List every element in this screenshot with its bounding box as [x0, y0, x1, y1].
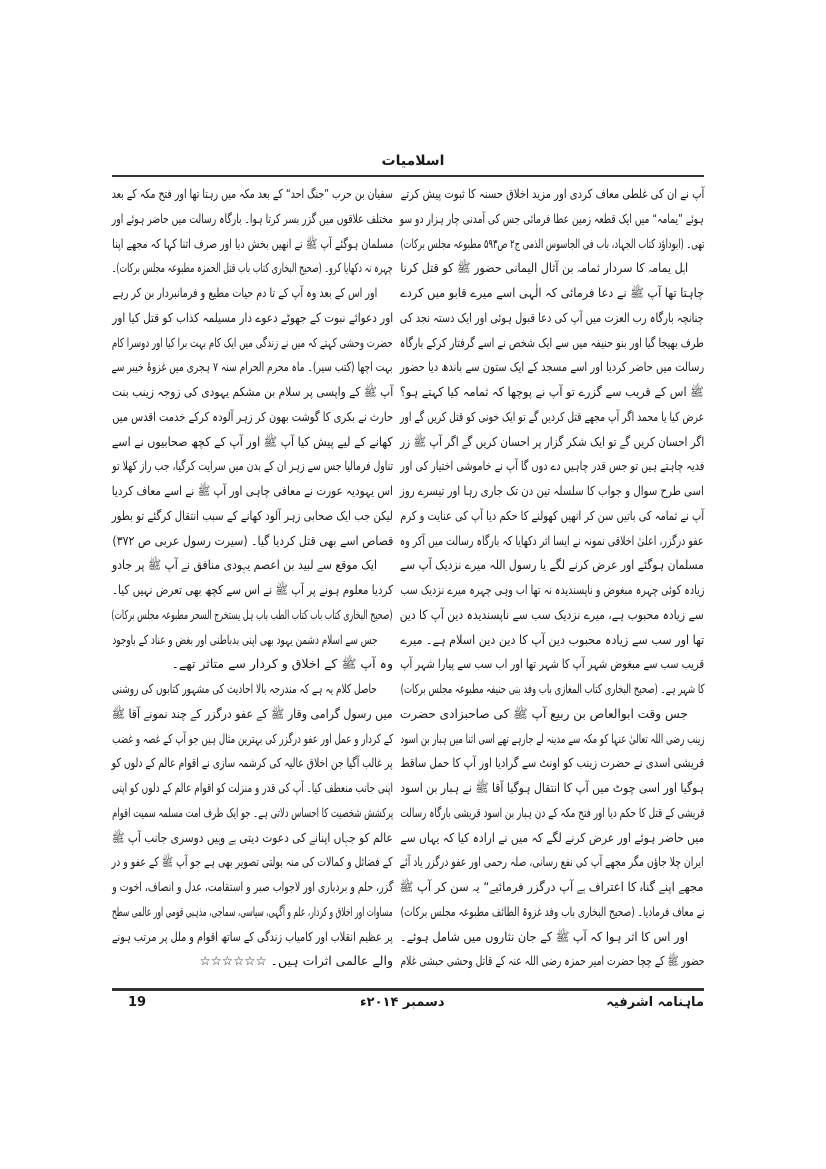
- paragraph: [112, 281, 393, 553]
- text-line-content: رسالت میں حاضر کردیا اور اسے مسجد کے ایک ستون سے باندھ دیا حضور: [399, 359, 704, 375]
- text-line: [400, 504, 704, 529]
- text-line: [112, 281, 393, 306]
- text-line-content: اسی طرح سوال و جواب کا سلسلہ تین دن تک جاری رہا اور تیسرے روز: [400, 483, 704, 498]
- text-line-content: ہوئے ”یمامہ“ میں ایک قطعہ زمین عطا فرمائی جس کی آمدنی چار ہزار دو سو: [400, 210, 704, 226]
- text-line-content: عرض کیا یا محمد اگر آپ مجھے قتل کردیں گے تو ایک خونی کو قتل کریں گے اور: [399, 408, 704, 424]
- text-line: [400, 578, 704, 603]
- paragraph: [400, 182, 704, 256]
- text-line: [112, 925, 393, 950]
- text-line: [112, 801, 393, 826]
- text-line: [112, 331, 393, 356]
- text-line-content: بہت اچھا (کتب سیر)۔ ماہ محرم الحرام سنہ ۷ ہجری میں غزوۂ خیبر سے: [111, 359, 393, 375]
- paragraph: [400, 925, 704, 975]
- text-line: [400, 331, 704, 356]
- text-line: [112, 628, 393, 653]
- text-line: [400, 875, 704, 900]
- text-line: [400, 751, 704, 776]
- header-divider: [112, 175, 704, 177]
- text-line: [112, 232, 393, 257]
- text-line-content: چنانچہ بارگاہ رب العزت میں آپ کی دعا قبول ہوئی اور ایک دستہ نجد کی: [400, 309, 704, 325]
- footer-date: دسمبر ۲۰۱۴ء: [360, 995, 445, 1010]
- text-line-content: میں رسول گرامی وقار ﷺ کے عفو درگزر کے چند نمونے آقا ﷺ: [112, 705, 393, 721]
- text-line: [400, 479, 704, 504]
- text-line: [112, 207, 393, 232]
- text-line-content: اس یہودیہ عورت نے معافی چاہی اور آپ ﷺ نے اسے معاف کردیا: [111, 483, 393, 498]
- text-line-content: ہوگیا اور اسی چوٹ میں آپ کا انتقال ہوگیا آقا ﷺ نے ہبار بن اسود: [400, 780, 704, 795]
- text-line-content: لیکن جب ایک صحابی زہر آلود کھانے کے سبب انتقال کرگئے تو بطور: [111, 507, 393, 523]
- text-line: [112, 306, 393, 331]
- text-line: [112, 578, 393, 603]
- text-line: [400, 256, 704, 281]
- text-line-content: اپنی جانب منعطف کیا۔ آپ کی قدر و منزلت کو اقوام عالم کے دلوں کو اپنی: [111, 780, 393, 795]
- text-line-content: اور اس کا اثر ہوا کہ آپ ﷺ کے جان نثاروں میں شامل ہوئے۔: [399, 928, 688, 944]
- text-line: [112, 529, 393, 554]
- text-line: [112, 553, 393, 578]
- text-line: [400, 826, 704, 851]
- paragraph: [112, 677, 393, 974]
- text-line-content: تناول فرمالیا جس سے زہر ان کے بدن میں سرایت کرگیا، جب راز کھلا تو: [112, 458, 393, 474]
- text-line: [400, 430, 704, 455]
- text-line: [112, 603, 393, 628]
- text-line: [112, 430, 393, 455]
- footer-magazine-name: ماہنامہ اشرفیہ: [606, 995, 704, 1010]
- text-line: [112, 900, 393, 925]
- text-line: [400, 603, 704, 628]
- text-line-content: آپ ﷺ کے واپسی پر سلام بن مشکم یہودی کی زوجہ زینب بنت: [111, 384, 393, 399]
- text-line: [112, 652, 393, 677]
- text-line: [400, 628, 704, 653]
- text-line: [112, 454, 393, 479]
- text-line: [112, 355, 393, 380]
- text-line: [400, 702, 704, 727]
- text-line-content: قریب سب سے مبغوض شہر آپ کا شہر تھا اور اب سب سے پیارا شہر آپ: [400, 656, 704, 672]
- text-line-content: حضور ﷺ کے چچا حضرت امیر حمزہ رضی اللہ عنہ کے قاتل وحشی حبشی غلام: [400, 953, 704, 969]
- text-line-content: حارث نے بکری کا گوشت بھون کر زہر آلودہ کرکے خدمت اقدس میں: [112, 408, 393, 424]
- text-line: [112, 256, 393, 281]
- text-line-content: سے زیادہ محبوب ہے، میرے نزدیک سب سے ناپسندیدہ دین آپ کا دین: [400, 606, 704, 622]
- text-line-content: قریشی کے قتل کا حکم دیا اور فتح مکہ کے دن ہبار بن اسود قریشی بارگاہ رسالت: [399, 804, 704, 820]
- text-line-content: قصاص اسے بھی قتل کردیا گیا۔ (سیرت رسول عربی ص ۳۷۲): [111, 532, 394, 548]
- text-line-content: اگر احسان کریں گے تو ایک شکر گزار پر احسان کریں گے اگر آپ ﷺ زر: [399, 433, 704, 449]
- paragraph: [400, 256, 704, 702]
- text-line-content: مجھے اپنے گناہ کا اعتراف ہے آپ درگزر فرمائیے“ یہ سن کر آپ ﷺ: [399, 879, 704, 894]
- text-line: [400, 949, 704, 974]
- text-line: [400, 405, 704, 430]
- text-line-content: کے کردار و عمل اور عفو درگزر کی بہترین مثال ہیں جو آپ کے غصہ و غضب: [112, 730, 393, 746]
- paragraph: [112, 603, 393, 628]
- text-line-content: اہل یمامہ کا سردار ثمامہ بن آثال الیمانی حضور ﷺ کو قتل کرنا: [400, 260, 688, 276]
- section-title: اسلامیات: [381, 153, 445, 169]
- text-line: [112, 826, 393, 851]
- text-line: [400, 776, 704, 801]
- paragraph: [112, 182, 393, 281]
- text-line-content: ایک موقع سے لبید بن اعصم یہودی منافق نے آپ ﷺ پر جادو: [111, 557, 377, 573]
- text-line-content: وہ آپ ﷺ کے اخلاق و کردار سے متاثر تھے۔: [171, 656, 393, 672]
- text-line-content: طرف بھیجا گیا اور بنو حنیفہ میں سے ایک شخص نے اسے گرفتار کرکے بارگاہ: [399, 334, 704, 350]
- text-line-content: سفیان بن حرب ”جنگ احد“ کے بعد مکہ میں رہتا تھا اور فتح مکہ کے بعد: [111, 186, 393, 201]
- text-line: [400, 454, 704, 479]
- text-line: [112, 504, 393, 529]
- text-line-content: پر عظیم انقلاب اور کامیاب زندگی کے ساتھ اقوام و ملل پر مرتب ہونے: [112, 928, 393, 944]
- text-line: [112, 727, 393, 752]
- text-line: [400, 281, 704, 306]
- text-line: [400, 727, 704, 752]
- text-line-content: چہرہ نہ دکھایا کرو۔ (صحیح البخاری کتاب باب قتل الحمزہ مطبوعہ مجلس برکات)۔: [111, 260, 393, 276]
- text-line-content: ایران چلا جاؤں مگر مجھے آپ کی نفع رسانی، صلہ رحمی اور عفو درگزر یاد آئے: [400, 854, 704, 870]
- text-line: [400, 380, 704, 405]
- page-number: 19: [128, 995, 147, 1010]
- text-line-content: والے عالمی اثرات ہیں۔ ☆☆☆☆☆☆: [199, 953, 393, 969]
- paragraph: [112, 628, 393, 678]
- text-line: [400, 306, 704, 331]
- text-line-content: نے معاف فرمادیا۔ (صحیح البخاری باب وفد غزوۃ الطائف مطبوعہ مجلس برکات): [400, 903, 704, 919]
- text-line-content: حاصل کلام یہ ہے کہ مندرجہ بالا احادیث کی مشہور کتابوں کی روشنی: [112, 681, 377, 696]
- paragraph: [400, 702, 704, 925]
- text-line: [112, 776, 393, 801]
- text-line: [400, 677, 704, 702]
- text-line-content: فدیہ چاہتے ہیں تو جس قدر چاہیں دے دوں گا آپ نے خاموشی اختیار کی اور: [399, 458, 704, 474]
- text-line-content: آپ نے ثمامہ کی باتیں سن کر انھیں کھولنے کا حکم دیا آپ کی عنایت و کرم: [400, 507, 704, 523]
- text-line-content: میں حاضر ہوئے اور عرض کرنے لگے کہ میں نے ارادہ کیا کہ یہاں سے: [400, 829, 704, 845]
- text-line-content: پر غالب آگیا جن اخلاق عالیہ کی کرشمہ سازی نے اقوام عالم کے دلوں کو: [112, 755, 393, 771]
- text-line: [112, 751, 393, 776]
- text-line-content: آپ نے ان کی غلطی معاف کردی اور مزید اخلاق حسنہ کا ثبوت پیش کرتے: [400, 186, 704, 201]
- text-line-content: عفو درگزر، اعلیٰ اخلاقی نمونہ نے ایسا اثر دکھایا کہ بارگاہ رسالت میں آکر وہ: [400, 532, 704, 548]
- text-line-content: پرکشش شخصیت کا احساس دلاتی ہے۔ جو ایک طرف امت مسلمہ سمیت اقوام: [111, 804, 393, 820]
- text-line-content: زینب رضی اللہ تعالیٰ عنہا کو مکہ سے مدینہ لے جارہے تھے اسی اثنا میں ہبار بن اسود: [399, 730, 704, 746]
- text-line-content: اور اس کے بعد وہ آپ کے تا دم حیات مطیع و فرمانبردار بن کر رہے: [112, 285, 377, 300]
- text-line-content: تھا اور سب سے زیادہ محبوب دین آپ کا دین دین اسلام ہے۔ میرے: [400, 631, 704, 647]
- text-line: [112, 182, 393, 207]
- text-line-content: کردیا معلوم ہونے پر آپ ﷺ نے اس سے کچھ بھی تعرض نہیں کیا۔: [111, 582, 393, 597]
- text-line-content: قریشی اسدی نے حضرت زینب کو اونٹ سے گرادیا اور آپ کا حمل ساقط: [400, 755, 704, 771]
- text-line-content: کے فضائل و کمالات کی منہ بولتی تصویر بھی ہے جو آپ ﷺ کے عفو و در: [112, 854, 393, 870]
- text-line-content: اور دعوائے نبوت کے جھوٹے دعوے دار مسیلمہ کذاب کو قتل کیا اور: [112, 309, 393, 325]
- text-line: [400, 232, 704, 257]
- text-line-content: کا شہر ہے۔ (صحیح البخاری کتاب المغازی باب وفد بنی حنیفہ مطبوعہ مجلس برکات): [400, 681, 704, 696]
- text-line: [112, 479, 393, 504]
- text-line-content: چاہتا تھا آپ ﷺ نے دعا فرمائی کہ الٰہی اسے میرے قابو میں کردے: [400, 285, 704, 300]
- text-line: [400, 652, 704, 677]
- text-line: [112, 949, 393, 974]
- text-line: [400, 925, 704, 950]
- paragraph: [112, 553, 393, 603]
- text-line-content: مسلمان ہوگئے اور عرض کرنے لگے یا رسول اللہ میرے نزدیک آپ سے: [400, 557, 704, 573]
- text-line: [112, 875, 393, 900]
- text-line-content: جس وقت ابوالعاص بن ربیع آپ ﷺ کی صاحبزادی حضرت: [399, 705, 688, 721]
- text-line: [400, 355, 704, 380]
- text-line: [400, 529, 704, 554]
- text-line-content: (صحیح البخاری کتاب باب کتاب الطب باب ہل یستخرج السحر مطبوعہ مجلس برکات): [111, 606, 393, 622]
- text-line-content: گزر، حلم و بردباری اور لاجواب صبر و استقامت، عدل و انصاف، اخوت و: [111, 879, 393, 894]
- text-line: [400, 801, 704, 826]
- text-line: [112, 405, 393, 430]
- text-line: [400, 850, 704, 875]
- text-line-content: کھانے کے لیے پیش کیا آپ ﷺ اور آپ کے کچھ صحابیوں نے اسے: [112, 433, 393, 449]
- text-line-content: تھی۔ (ابوداؤد کتاب الجہاد، باب فی الجاسوس الذمی ج۲ ص۵۹۳ مطبوعہ مجلس برکات): [400, 235, 704, 251]
- footer-divider: [112, 988, 704, 991]
- text-line-content: ﷺ اس کے قریب سے گزرے تو آپ نے پوچھا کہ ثمامہ کیا کہتے ہو؟: [400, 384, 704, 399]
- left-column: [112, 182, 393, 974]
- text-line: [112, 677, 393, 702]
- text-line-content: جس سے اسلام دشمن یہود بھی اپنی بدباطنی اور بغض و عناد کے باوجود: [111, 631, 377, 647]
- text-line: [400, 553, 704, 578]
- text-line-content: مسلمان ہوگئے آپ ﷺ نے انھیں بخش دیا اور صرف اتنا کہا کہ مجھے اپنا: [111, 235, 393, 251]
- right-column: [400, 182, 704, 974]
- text-line-content: زیادہ کوئی چہرہ مبغوض و ناپسندیدہ نہ تھا اب وہی چہرہ میرے نزدیک سب: [400, 582, 704, 597]
- text-line-content: مختلف علاقوں میں گزر بسر کرتا ہوا۔ بارگاہ رسالت میں حاضر ہوئے اور: [111, 210, 393, 226]
- text-line: [400, 207, 704, 232]
- text-line: [112, 380, 393, 405]
- text-line: [400, 900, 704, 925]
- text-line-content: حضرت وحشی کہتے کہ میں نے زندگی میں ایک کام بہت برا کیا اور دوسرا کام: [112, 334, 393, 350]
- text-line-content: مساوات اور اخلاق و کردار، علم و آگہی، سیاسی، سماجی، مذہبی قومی اور عالمی سطح: [112, 903, 393, 919]
- text-line: [400, 182, 704, 207]
- text-line: [112, 702, 393, 727]
- text-line: [112, 850, 393, 875]
- text-line-content: عالم کو جہاں اپنانے کی دعوت دیتی ہے وہیں دوسری جانب آپ ﷺ: [111, 829, 393, 845]
